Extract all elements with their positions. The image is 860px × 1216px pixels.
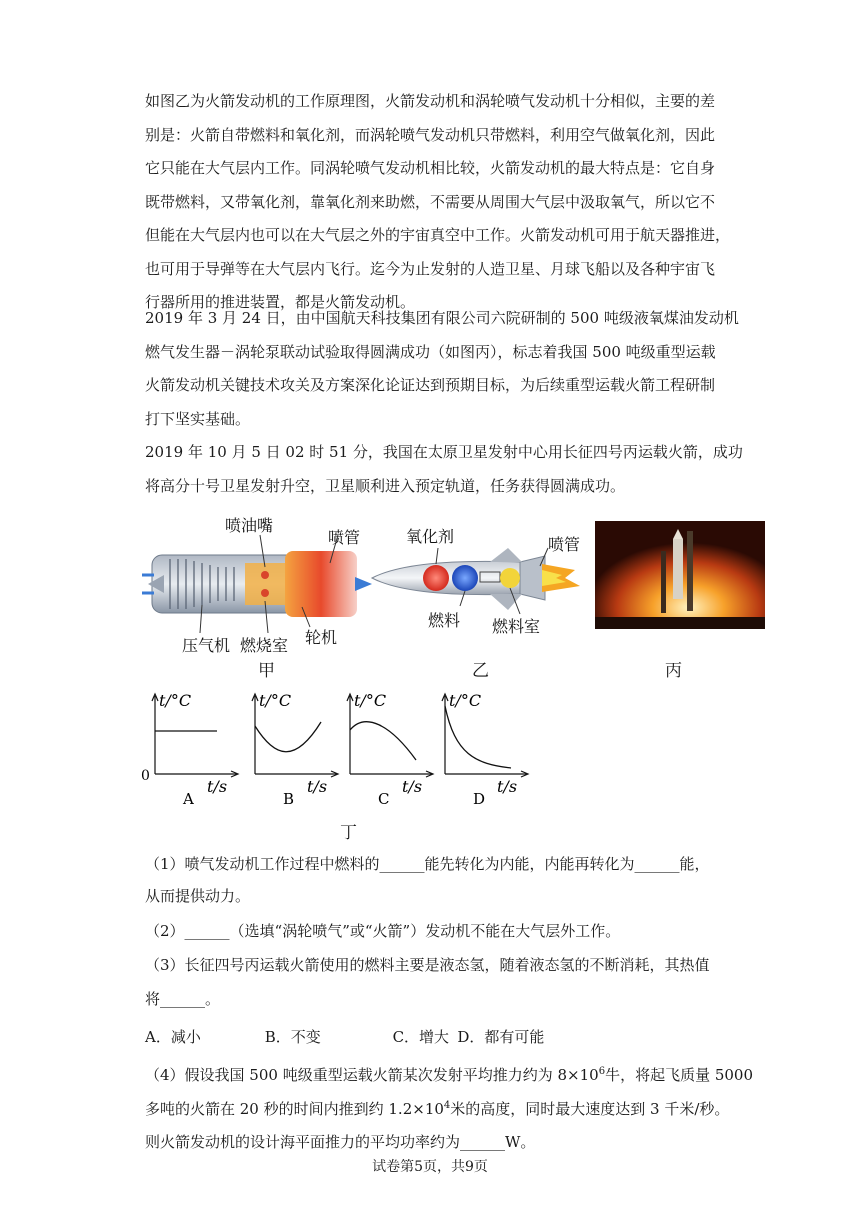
- text-line: 也可用于导弹等在大气层内飞行。迄今为止发射的人造卫星、月球飞船以及各种宇宙飞: [145, 259, 716, 278]
- curve-b: [255, 722, 321, 752]
- graph-letter-d: D: [473, 790, 486, 808]
- curve-d: [445, 706, 511, 768]
- label-fuel: 燃料: [428, 611, 461, 630]
- news-paragraph-1: [145, 302, 739, 436]
- y-axis-label: t/°C: [259, 691, 292, 710]
- text-line: 它只能在大气层内工作。同涡轮喷气发动机相比较，火箭发动机的最大特点是：它自身: [145, 159, 716, 177]
- text-line: 行器所用的推进装置，都是火箭发动机。: [145, 293, 416, 311]
- x-axis-label: t/s: [402, 777, 423, 796]
- text-line: 打下坚实基础。: [145, 409, 251, 428]
- label-nozzle-oil: 喷油嘴: [225, 516, 274, 535]
- intro-paragraph: [145, 85, 731, 320]
- q4-line1-text-a: （4）假设我国 500 吨级重型运载火箭某次发射平均推力约为 8×10: [145, 1066, 599, 1084]
- question-2: （2）______（选填“涡轮喷气”或“火箭”）发动机不能在大气层外工作。: [145, 922, 621, 940]
- origin-label: 0: [141, 768, 150, 784]
- x-axis-label: t/s: [307, 777, 328, 796]
- text-line: 2019 年 10 月 5 日 02 时 51 分，我国在太原卫星发射中心用长征四号丙运载火箭，成功: [145, 443, 743, 461]
- graph-letter-c: C: [378, 790, 390, 808]
- caption-bing: 丙: [665, 661, 682, 681]
- question-1-line-1: （1）喷气发动机工作过程中燃料的______能先转化为内能，内能再转化为______能，: [145, 855, 710, 873]
- x-axis-label: t/s: [207, 777, 228, 796]
- option-c[interactable]: C．增大: [392, 1028, 450, 1046]
- news-paragraph-2: [145, 436, 743, 503]
- text-line: 火箭发动机关键技术攻关及方案深化论证达到预期目标，为后续重型运载火箭工程研制: [145, 376, 716, 394]
- page-footer: 试卷第5页，共9页: [372, 1159, 488, 1175]
- text-line: 既带燃料，又带氧化剂，靠氧化剂来助燃，不需要从周围大气层中汲取氧气，所以它不: [145, 192, 716, 211]
- text-line: 燃气发生器－涡轮泵联动试验取得圆满成功（如图丙），标志着我国 500 吨级重型运载: [145, 342, 716, 361]
- question-4-line-2: [145, 1098, 729, 1119]
- y-axis-label: t/°C: [449, 691, 482, 710]
- question-3-options: [145, 1026, 544, 1047]
- label-turbine: 轮机: [305, 628, 338, 647]
- y-axis-label: t/°C: [354, 691, 387, 710]
- question-4-line-3: 则火箭发动机的设计海平面推力的平均功率约为______W。: [145, 1133, 536, 1151]
- question-4-line-1: [145, 1064, 753, 1085]
- text-line: 别是：火箭自带燃料和氧化剂，而涡轮喷气发动机只带燃料，利用空气做氧化剂，因此: [145, 125, 716, 144]
- text-line: 如图乙为火箭发动机的工作原理图，火箭发动机和涡轮喷气发动机十分相似，主要的差: [145, 92, 716, 110]
- label-combustion: 燃烧室: [240, 636, 289, 655]
- text-line: 但能在大气层内也可以在大气层之外的宇宙真空中工作。火箭发动机可用于航天器推进，: [145, 226, 731, 244]
- graph-letter-a: A: [183, 790, 194, 808]
- q4-line1-text-b: 牛，将起飞质量 5000: [605, 1066, 754, 1084]
- label-fuel-chamber: 燃料室: [492, 617, 541, 636]
- text-line: 2019 年 3 月 24 日，由中国航天科技集团有限公司六院研制的 500 吨级液氧煤油发动机: [145, 309, 739, 327]
- figure-ding: [140, 690, 540, 815]
- option-b[interactable]: B．不变: [264, 1028, 321, 1046]
- question-3-line-1: （3）长征四号丙运载火箭使用的燃料主要是液态氢，随着液态氢的不断消耗，其热值: [145, 956, 710, 974]
- caption-ding: 丁: [340, 823, 357, 843]
- caption-yi: 乙: [472, 661, 489, 681]
- question-3-line-2: 将______。: [145, 990, 221, 1008]
- option-a[interactable]: A．减小: [145, 1028, 201, 1046]
- y-axis-label: t/°C: [159, 691, 192, 710]
- figure-jia: [140, 505, 380, 655]
- label-compressor: 压气机: [182, 636, 231, 655]
- x-axis-label: t/s: [497, 777, 518, 796]
- figure-bing: [595, 521, 765, 629]
- graph-letter-b: B: [283, 790, 295, 808]
- label-oxidizer: 氧化剂: [406, 527, 455, 546]
- curve-c: [350, 722, 416, 760]
- q4-line1-exponent: 6: [598, 1066, 606, 1077]
- q4-line2-exponent: 4: [443, 1100, 451, 1111]
- question-1-line-2: 从而提供动力。: [145, 887, 251, 905]
- figure-yi: [370, 520, 595, 640]
- option-d[interactable]: D．都有可能: [457, 1028, 545, 1046]
- temperature-graphs: [140, 690, 540, 815]
- label-rocket-nozzle: 喷管: [548, 535, 581, 554]
- label-nozzle: 喷管: [328, 528, 361, 547]
- caption-jia: 甲: [258, 661, 275, 681]
- rocket-launch-photo: [595, 521, 765, 629]
- q4-line2-text-b: 米的高度，同时最大速度达到 3 千米/秒。: [450, 1100, 730, 1118]
- q4-line2-text-a: 多吨的火箭在 20 秒的时间内推到约 1.2×10: [145, 1100, 444, 1118]
- text-line: 将高分十号卫星发射升空，卫星顺利进入预定轨道，任务获得圆满成功。: [145, 476, 626, 495]
